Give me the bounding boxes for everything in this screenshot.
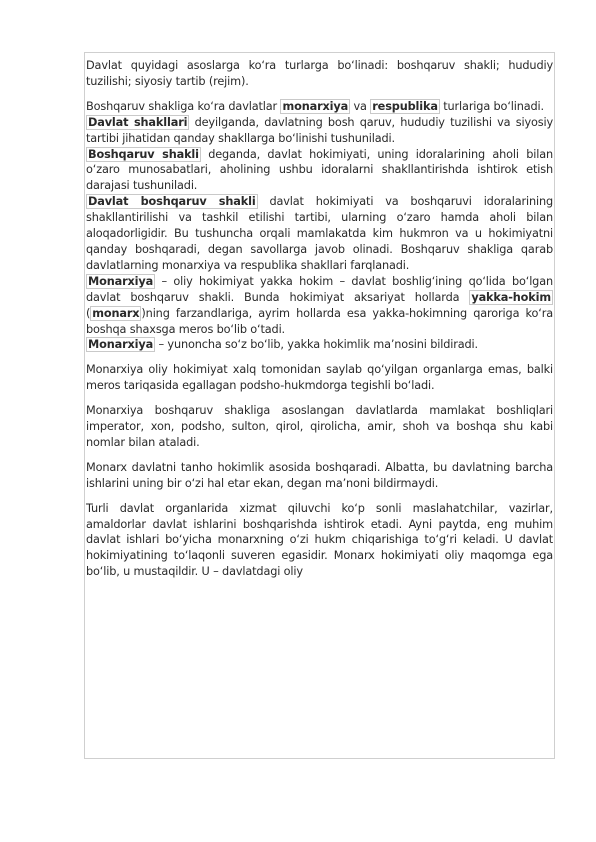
highlighted-term: Monarxiya [88, 274, 154, 288]
paragraph-8 [86, 362, 554, 394]
paragraph-4 [86, 147, 554, 195]
paragraph-11 [86, 501, 554, 581]
text-run: Monarxiya oliy hokimiyat xalq tomonidan saylab qo‘yilgan organlarga emas, balki meros tariqasida egallagan podsho-hukmdorga tegishli bo‘ladi. [86, 363, 553, 393]
text-run: Davlat quyidagi asoslarga ko‘ra turlarga bo‘linadi: boshqaruv shakli; hududiy tuzilishi; siyosiy tartib (rejim). [86, 59, 553, 88]
text-run: – yunoncha so‘z bo‘lib, yakka hokimlik ma’nosini bildiradi. [155, 338, 478, 352]
text-run: ( [86, 306, 91, 320]
text-run: )ning farzandlariga, ayrim hollarda esa yakka-hokimning qaroriga ko‘ra boshqa shaxsga meros bo‘lib o‘tadi. [86, 306, 553, 336]
text-run: deganda, davlat hokimiyati, uning idoralarining aholi bilan o‘zaro munosabatlari, aholining ushbu idoralarni shakllantirishda ishtirok etish darajasi tushuniladi. [86, 147, 553, 193]
text-run: deyilganda, davlatning bosh qaruv, hududiy tuzilishi va siyosiy tartibi jihatidan qanday shakllarga bo‘linishi tushuniladi. [86, 115, 553, 145]
highlighted-term: Boshqaruv shakli [88, 147, 199, 161]
paragraph-5 [86, 194, 554, 274]
highlighted-term: yakka-hokim [471, 290, 551, 304]
highlighted-term: respublika [372, 99, 438, 113]
paragraph-2 [86, 99, 554, 115]
paragraph-1 [86, 58, 554, 90]
paragraph-3 [86, 115, 554, 147]
text-run: Monarxiya boshqaruv shakliga asoslangan davlatlarda mamlakat boshliqlari imperator, xon, podsho, sulton, qirol, qirolicha, amir, shoh va boshqa shu kabi nomlar bilan ataladi. [86, 404, 553, 449]
text-run: turlariga bo‘linadi. [439, 99, 544, 113]
highlighted-term: monarx [92, 306, 140, 320]
document-text-block [84, 52, 555, 759]
paragraph-10 [86, 460, 554, 492]
paragraph-9 [86, 403, 554, 451]
text-run: Monarx davlatni tanho hokimlik asosida boshqaradi. Albatta, bu davlatning barcha ishlarini uning bir o‘zi hal etar ekan, degan ma’noni bildirmaydi. [86, 460, 553, 490]
text-run: – oliy hokimiyat yakka hokim – davlat boshlig‘ining qo‘lida bo‘lgan davlat boshqaruv shakli. Bunda hokimiyat aksariyat hollarda [86, 274, 553, 304]
paragraph-7 [86, 337, 554, 353]
highlighted-term: monarxiya [282, 99, 349, 113]
paragraph-6 [86, 274, 554, 338]
text-run: davlat hokimiyati va boshqaruvi idoralarining shakllantirilishi va tashkil etilishi tartibi, ularning o‘zaro hamda aholi bilan aloqadorligidir. Bu tushuncha orqali mamlakatda kim hukmron va u hokimiyatni qanday boshqaradi, degan savollarga javob olinadi. Boshqaruv shakliga qarab davlatlarning monarxiya va respublika shakllari farqlanadi. [86, 195, 554, 272]
highlighted-term: Monarxiya [88, 338, 154, 352]
text-run: Turli davlat organlarida xizmat qiluvchi ko‘p sonli maslahatchilar, vazirlar, amaldorlar davlat ishlarini boshqarishda ishtirok etadi. Ayni paytda, eng muhim davlat ishlari bo‘yicha monarxning o‘zi hukm chiqarishiga to‘g‘ri keladi. U davlat hokimiyatining to‘laqonli suveren egasidir. Monarx hokimiyati oliy maqomga ega bo‘lib, u mustaqildir. U – davlatdagi oliy [86, 501, 553, 579]
highlighted-term: Davlat shakllari [88, 115, 188, 129]
highlighted-term: Davlat boshqaruv shakli [88, 195, 256, 209]
text-run: va [350, 99, 371, 113]
text-run: Boshqaruv shakliga ko‘ra davlatlar [86, 99, 281, 113]
